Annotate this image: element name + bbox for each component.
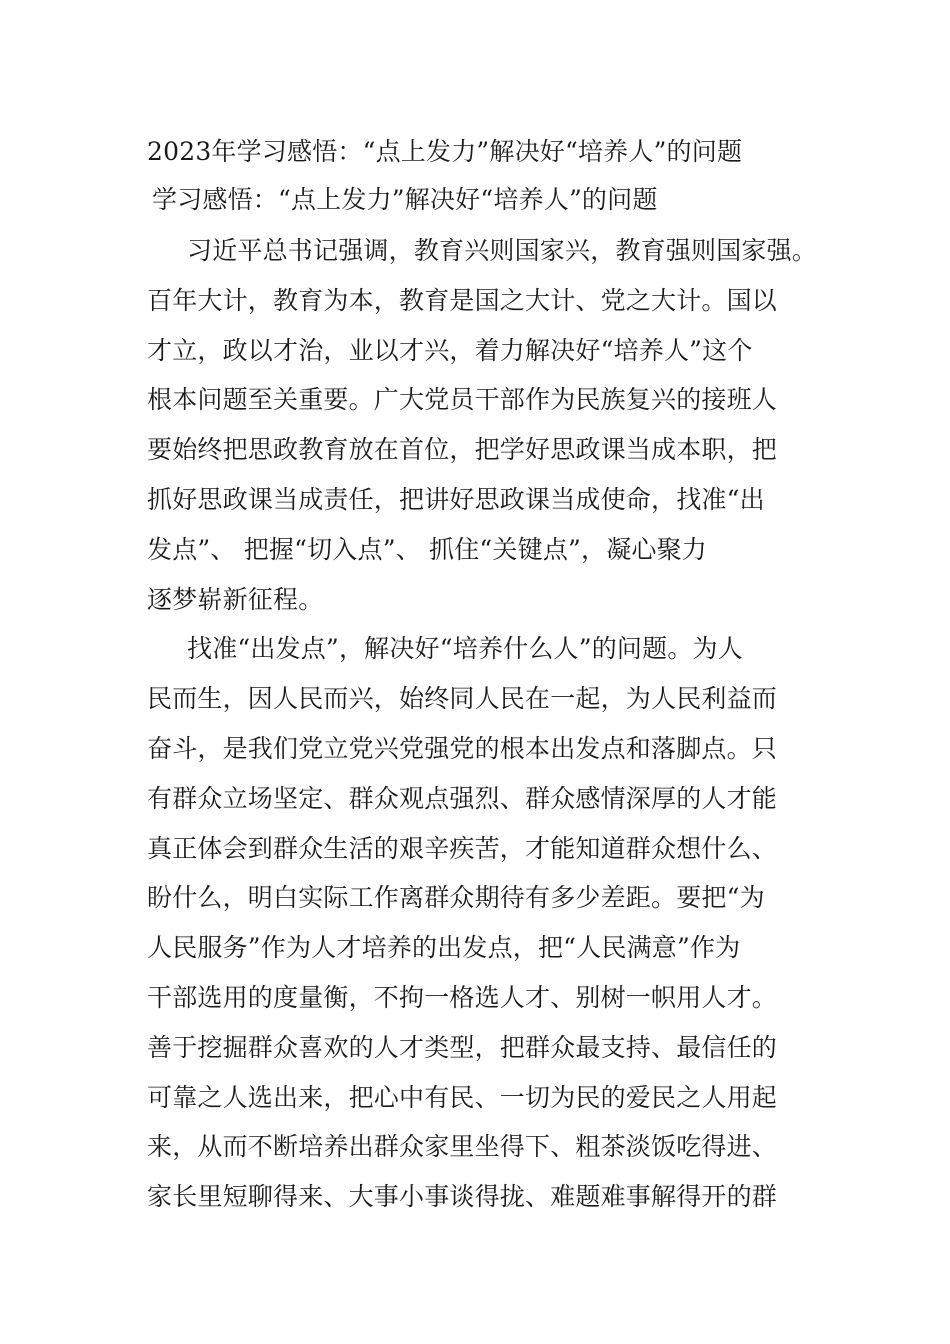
paragraph-line: 逐梦崭新征程。 [147, 585, 324, 614]
paragraph-line: 家长里短聊得来、大事小事谈得拢、难题难事解得开的群 [147, 1182, 778, 1211]
paragraph-line: 有群众立场坚定、群众观点强烈、群众感情深厚的人才能 [147, 784, 778, 813]
paragraph-line: 民而生，因人民而兴，始终同人民在一起，为人民利益而 [147, 684, 778, 713]
paragraph-line: 奋斗，是我们党立党兴党强党的根本出发点和落脚点。只 [147, 734, 778, 763]
paragraph-line: 习近平总书记强调，教育兴则国家兴，教育强则国家强。 [187, 236, 818, 265]
document-title: 2023年学习感悟：“点上发力”解决好“培养人”的问题 [147, 137, 743, 166]
paragraph-line: 找准“出发点”，解决好“培养什么人”的问题。为人 [187, 634, 743, 663]
paragraph-line: 善于挖掘群众喜欢的人才类型，把群众最支持、最信任的 [147, 1033, 778, 1062]
paragraph-line: 百年大计，教育为本，教育是国之大计、党之大计。国以 [147, 286, 778, 315]
paragraph-line: 抓好思政课当成责任，把讲好思政课当成使命，找准“出 [147, 485, 765, 514]
paragraph-line: 真正体会到群众生活的艰辛疾苦，才能知道群众想什么、 [147, 834, 778, 863]
paragraph-line: 盼什么，明白实际工作离群众期待有多少差距。要把“为 [147, 883, 765, 912]
paragraph-line: 发点”、 把握“切入点”、 抓住“关键点”，凝心聚力 [147, 535, 707, 564]
paragraph-line: 人民服务”作为人才培养的出发点，把“人民满意”作为 [147, 933, 741, 962]
paragraph-line: 来，从而不断培养出群众家里坐得下、粗茶淡饭吃得进、 [147, 1132, 778, 1161]
paragraph-line: 要始终把思政教育放在首位，把学好思政课当成本职，把 [147, 435, 778, 464]
paragraph-line: 可靠之人选出来，把心中有民、一切为民的爱民之人用起 [147, 1083, 778, 1112]
paragraph-line: 根本问题至关重要。广大党员干部作为民族复兴的接班人 [147, 385, 778, 414]
paragraph-line: 干部选用的度量衡，不拘一格选人才、别树一帜用人才。 [147, 983, 778, 1012]
paragraph-line: 才立，政以才治，业以才兴，着力解决好“培养人”这个 [147, 336, 753, 365]
document-subtitle: 学习感悟：“点上发力”解决好“培养人”的问题 [152, 185, 658, 214]
